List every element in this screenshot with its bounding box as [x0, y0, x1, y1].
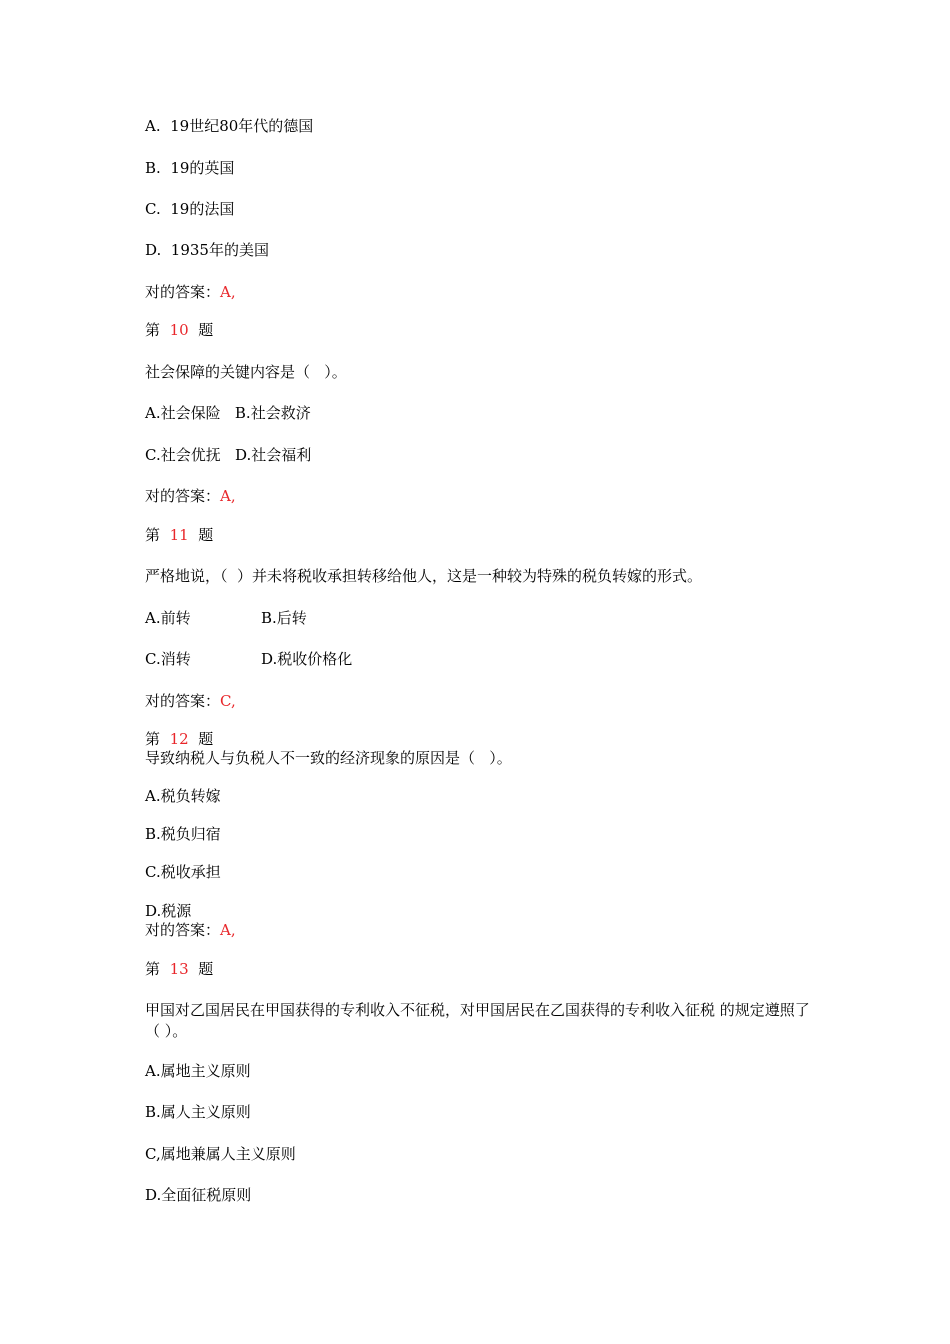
q9-option-c: C. 19的法国 [145, 200, 235, 218]
answer-label: 对的答案： [145, 487, 221, 505]
q11-text: 严格地说，（ ）并未将税收承担转移给他人，这是一种较为特殊的税负转嫁的形式。 [145, 567, 703, 585]
answer-value: C, [220, 692, 236, 710]
q12-option-a: A.税负转嫁 [145, 787, 221, 805]
q9-option-d: D. 1935年的美国 [145, 241, 269, 259]
question-number: 12 [169, 730, 189, 748]
q12-option-d: D.税源 [145, 902, 192, 920]
question-number: 13 [169, 960, 189, 978]
answer-value: A, [220, 487, 236, 505]
answer-label: 对的答案： [145, 283, 221, 301]
q11-option-b: B.后转 [261, 609, 307, 627]
q10-options-row-2: C.社会优抚 D.社会福利 [145, 446, 312, 464]
question-prefix: 第 [145, 960, 161, 978]
q13-option-c: C,属地兼属人主义原则 [145, 1145, 296, 1163]
q12-text: 导致纳税人与负税人不一致的经济现象的原因是（ ）。 [145, 749, 512, 767]
question-number: 10 [169, 321, 189, 339]
q11-option-c: C.消转 [145, 650, 191, 668]
question-suffix: 题 [198, 321, 214, 339]
answer-value: A, [220, 283, 236, 301]
question-suffix: 题 [198, 960, 214, 978]
q13-heading [145, 959, 213, 979]
q12-answer-line [145, 920, 236, 940]
question-prefix: 第 [145, 730, 161, 748]
q10-answer-line [145, 486, 236, 506]
question-suffix: 题 [198, 526, 214, 544]
question-prefix: 第 [145, 526, 161, 544]
answer-value: A, [220, 921, 236, 939]
q12-heading [145, 729, 213, 749]
q10-heading [145, 320, 213, 340]
q13-option-d: D.全面征税原则 [145, 1186, 252, 1204]
q9-answer-line [145, 282, 236, 302]
question-prefix: 第 [145, 321, 161, 339]
answer-label: 对的答案： [145, 921, 221, 939]
answer-label: 对的答案： [145, 692, 221, 710]
q13-option-b: B.属人主义原则 [145, 1103, 251, 1121]
q13-option-a: A.属地主义原则 [145, 1062, 251, 1080]
q10-text: 社会保障的关键内容是（ ）。 [145, 363, 347, 381]
q11-option-a: A.前转 [145, 609, 191, 627]
q9-option-a: A. 19世纪80年代的德国 [145, 117, 314, 135]
question-number: 11 [169, 526, 189, 544]
q12-option-b: B.税负归宿 [145, 825, 221, 843]
q11-options-row-1 [145, 608, 307, 628]
q11-answer-line [145, 691, 236, 711]
question-suffix: 题 [198, 730, 214, 748]
q11-option-d: D.税收价格化 [261, 650, 353, 668]
q11-heading [145, 525, 213, 545]
q13-text: 甲国对乙国居民在甲国获得的专利收入不征税，对甲国居民在乙国获得的专利收入征税 的规定遵照了（ ）。 [145, 1001, 810, 1040]
q9-option-b: B. 19的英国 [145, 159, 235, 177]
q12-option-c: C.税收承担 [145, 863, 221, 881]
q10-options-row-1: A.社会保险 B.社会救济 [145, 404, 311, 422]
q11-options-row-2 [145, 649, 352, 669]
